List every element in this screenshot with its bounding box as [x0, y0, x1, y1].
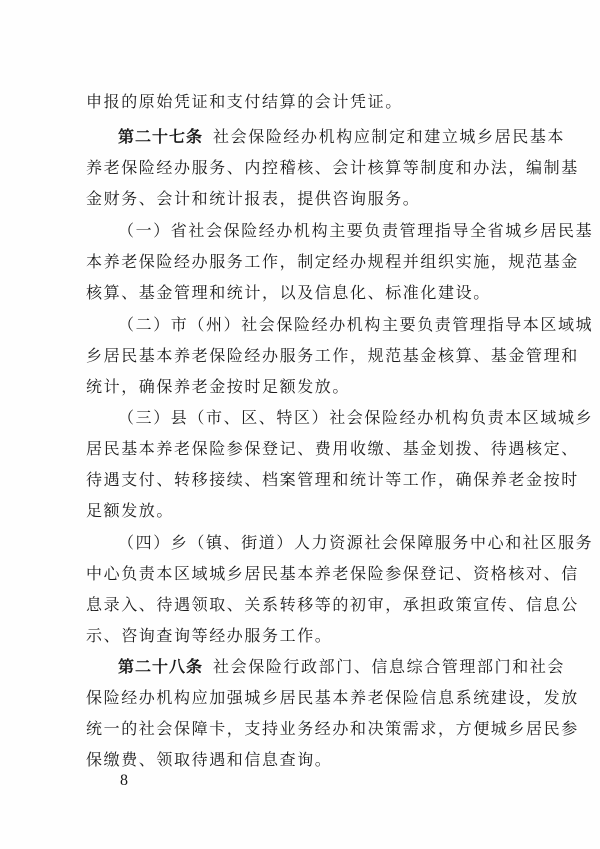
text-line: 足额发放。 [86, 501, 175, 520]
text-line: 统计，确保养老金按时足额发放。 [86, 377, 351, 396]
text-line: （三）县（市、区、特区）社会保险经办机构负责本区域城乡 [118, 408, 594, 427]
article-28-first-line [118, 657, 566, 677]
text-line: 本养老保险经办服务工作，制定经办规程并组织实施，规范基金 [86, 252, 579, 271]
article-28-heading: 第二十八条 [118, 657, 204, 676]
page-number: 8 [120, 772, 128, 789]
text-line: （一）省社会保险经办机构主要负责管理指导全省城乡居民基 [118, 221, 594, 240]
text-line: 核算、基金管理和统计，以及信息化、标准化建设。 [86, 283, 491, 302]
article-27-first-line [118, 127, 566, 147]
text-line: 金财务、会计和统计报表，提供咨询服务。 [86, 189, 421, 208]
text-line: （四）乡（镇、街道）人力资源社会保障服务中心和社区服务 [118, 533, 594, 552]
text-line: 保险经办机构应加强城乡居民基本养老保险信息系统建设，发放 [86, 688, 579, 707]
text-line: 中心负责本区域城乡居民基本养老保险参保登记、资格核对、信 [86, 564, 579, 583]
article-27-text: 社会保险经办机构应制定和建立城乡居民基本 [213, 127, 566, 146]
text-line: 待遇支付、转移接续、档案管理和统计等工作，确保养老金按时 [86, 470, 579, 489]
text-line: 统一的社会保障卡，支持业务经办和决策需求，方便城乡居民参 [86, 719, 579, 738]
text-line: 养老保险经办服务、内控稽核、会计核算等制度和办法，编制基 [86, 158, 579, 177]
text-line: 申报的原始凭证和支付结算的会计凭证。 [86, 92, 403, 111]
text-line: 保缴费、领取待遇和信息查询。 [86, 750, 333, 769]
text-line: （二）市（州）社会保险经办机构主要负责管理指导本区域城 [118, 315, 594, 334]
text-line: 居民基本养老保险参保登记、费用收缴、基金划拨、待遇核定、 [86, 439, 579, 458]
text-line: 息录入、待遇领取、关系转移等的初审，承担政策宣传、信息公 [86, 595, 579, 614]
article-28-text: 社会保险行政部门、信息综合管理部门和社会 [213, 657, 566, 676]
text-line: 示、咨询查询等经办服务工作。 [86, 626, 333, 645]
article-27-heading: 第二十七条 [118, 127, 204, 146]
text-line: 乡居民基本养老保险经办服务工作，规范基金核算、基金管理和 [86, 346, 579, 365]
